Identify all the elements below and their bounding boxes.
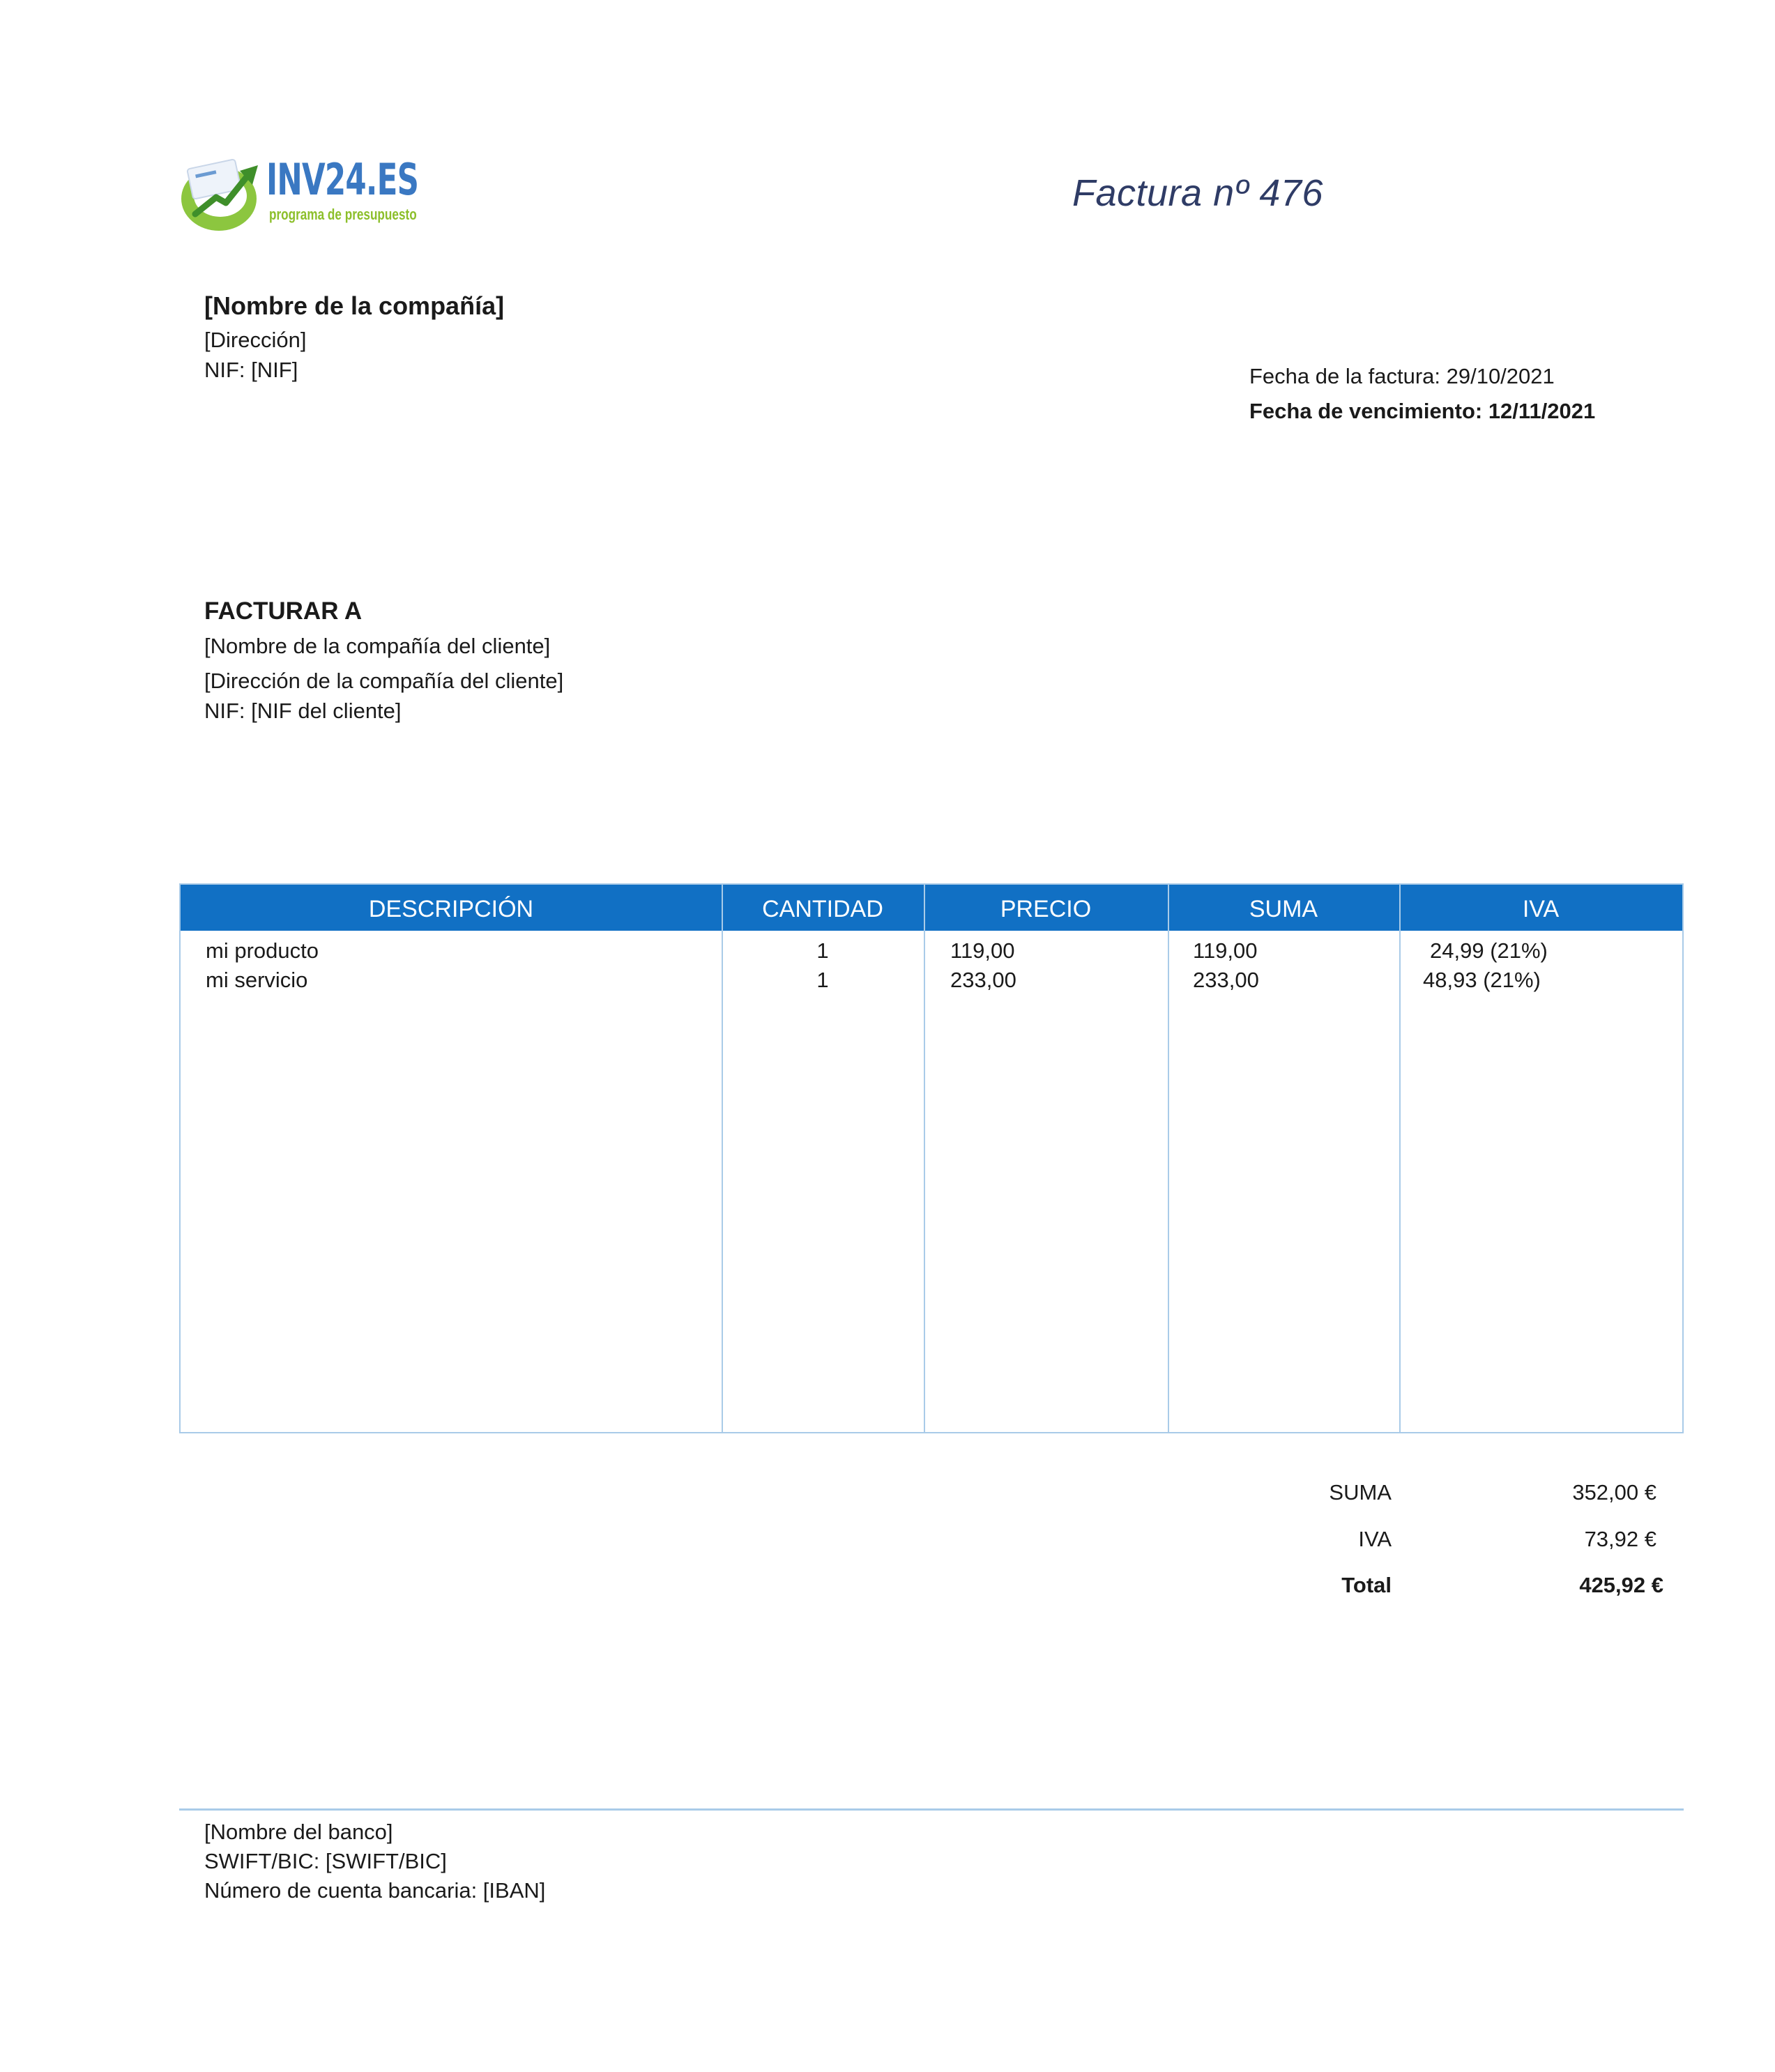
subtotal-value: 352,00 € — [1572, 1480, 1656, 1505]
subtotal-label: SUMA — [1329, 1480, 1392, 1505]
bank-iban: Número de cuenta bancaria: [IBAN] — [204, 1878, 546, 1903]
bank-swift: SWIFT/BIC: [SWIFT/BIC] — [204, 1849, 447, 1873]
header-description: DESCRIPCIÓN — [368, 896, 534, 922]
logo-subtitle: programa de presupuesto — [269, 206, 417, 223]
vat-total-value: 73,92 € — [1584, 1527, 1656, 1551]
header-price: PRECIO — [1000, 896, 1092, 922]
row2-sum: 233,00 — [1193, 968, 1259, 992]
due-date: Fecha de vencimiento: 12/11/2021 — [1249, 399, 1596, 423]
row1-sum: 119,00 — [1193, 938, 1258, 963]
row1-vat: 24,99 (21%) — [1430, 938, 1548, 963]
invoice-title: Factura nº 476 — [1072, 172, 1323, 214]
column-divider — [1168, 885, 1169, 1432]
client-name: [Nombre de la compañía del cliente] — [204, 634, 551, 658]
header-quantity: CANTIDAD — [762, 896, 883, 922]
company-address: [Dirección] — [204, 328, 307, 352]
bill-to-heading: FACTURAR A — [204, 597, 363, 625]
table-header — [181, 885, 1682, 931]
footer-divider — [179, 1808, 1684, 1811]
grand-total-label: Total — [1341, 1573, 1392, 1597]
row2-quantity: 1 — [816, 968, 829, 992]
client-address: [Dirección de la compañía del cliente] — [204, 669, 564, 693]
row1-description: mi producto — [206, 938, 319, 963]
logo-title: INV24.ES — [266, 154, 419, 205]
column-divider — [722, 885, 723, 1432]
row2-price: 233,00 — [950, 968, 1016, 992]
vat-total-label: IVA — [1358, 1527, 1392, 1551]
column-divider — [924, 885, 925, 1432]
row2-vat: 48,93 (21%) — [1423, 968, 1541, 992]
header-sum: SUMA — [1249, 896, 1318, 922]
row1-quantity: 1 — [816, 938, 829, 963]
company-nif: NIF: [NIF] — [204, 358, 298, 382]
client-nif: NIF: [NIF del cliente] — [204, 699, 402, 723]
company-name: [Nombre de la compañía] — [204, 291, 505, 320]
company-logo — [180, 154, 419, 234]
invoice-date: Fecha de la factura: 29/10/2021 — [1249, 364, 1555, 388]
grand-total-value: 425,92 € — [1579, 1573, 1663, 1597]
items-table — [179, 883, 1684, 1433]
row1-price: 119,00 — [950, 938, 1015, 963]
row2-description: mi servicio — [206, 968, 308, 992]
bank-name: [Nombre del banco] — [204, 1820, 393, 1844]
logo-icon — [180, 157, 264, 234]
column-divider — [1399, 885, 1401, 1432]
header-vat: IVA — [1522, 896, 1560, 922]
